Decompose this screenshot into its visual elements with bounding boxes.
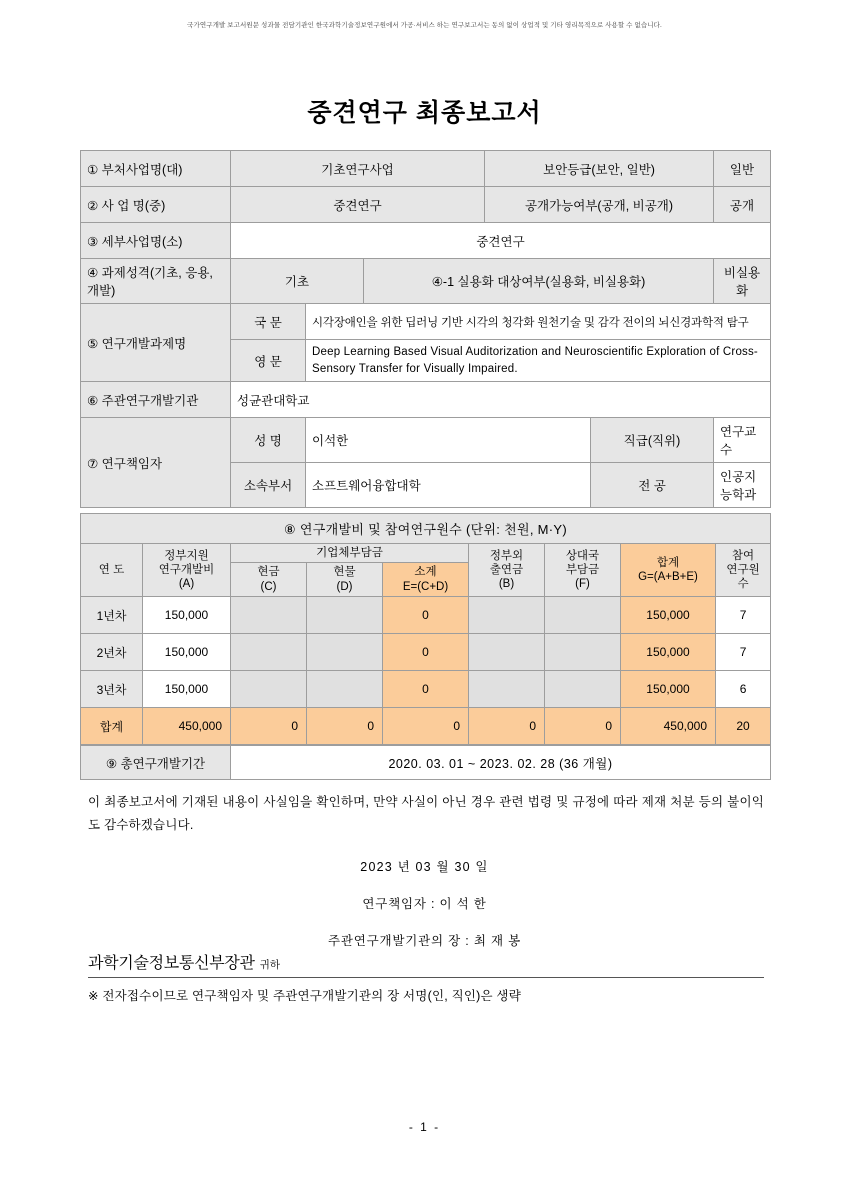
value-ministry-program: 기초연구사업 (231, 151, 485, 187)
value-project-nature: 기초 (231, 259, 364, 304)
cell-total-gov-support: 450,000 (143, 708, 231, 745)
table-row-research-period (81, 746, 771, 780)
header-nongov-line2: 출연금 (489, 563, 524, 576)
header-subtotal-line2: E=(C+D) (402, 580, 449, 593)
header-inkind-line1: 현물 (333, 566, 356, 579)
cell-year: 2년차 (81, 634, 143, 671)
table-row (81, 634, 771, 671)
cell-year: 1년차 (81, 597, 143, 634)
cell-year: 3년차 (81, 671, 143, 708)
label-principal-investigator: ⑦ 연구책임자 (81, 418, 231, 508)
header-inkind-line2: (D) (336, 580, 353, 593)
label-pi-department: 소속부서 (231, 463, 306, 508)
value-title-english: Deep Learning Based Visual Auditorization and Neuroscientific Exploration of Cross-Sensory Transfer for Visually Impaired. (306, 340, 771, 382)
table-row-total (81, 708, 771, 745)
minister-title: 과학기술정보통신부장관 (88, 955, 255, 972)
budget-table (80, 513, 771, 745)
signature-institution-head: 주관연구개발기관의 장 : 최 재 봉 (327, 934, 521, 948)
label-pi-name: 성 명 (231, 418, 306, 463)
cell-partner (545, 634, 621, 671)
header-grand-total (621, 544, 716, 597)
label-pi-major: 전 공 (591, 463, 714, 508)
cell-inkind (307, 634, 383, 671)
header-subtotal (383, 563, 469, 597)
cell-total-cash: 0 (231, 708, 307, 745)
research-period-table (80, 745, 771, 780)
header-partner-country (545, 544, 621, 597)
cell-researchers: 6 (716, 671, 771, 708)
cell-total-inkind: 0 (307, 708, 383, 745)
cell-cash (231, 634, 307, 671)
cell-inkind (307, 671, 383, 708)
budget-header-row-1 (81, 544, 771, 563)
header-nongov-funding (469, 544, 545, 597)
label-pi-position: 직급(직위) (591, 418, 714, 463)
value-security-grade: 일반 (714, 151, 771, 187)
page-number: - 1 - (408, 1120, 441, 1134)
cell-nongov (469, 597, 545, 634)
minister-honorific: 귀하 (259, 959, 281, 971)
header-cash-line2: (C) (260, 580, 277, 593)
cell-total-grand: 450,000 (621, 708, 716, 745)
header-year: 연 도 (81, 544, 143, 597)
signature-date: 2023 년 03 월 30 일 (360, 860, 489, 874)
header-cash (231, 563, 307, 597)
value-research-period: 2020. 03. 01 ~ 2023. 02. 28 (36 개월) (231, 746, 771, 780)
header-total-line2: G=(A+B+E) (638, 571, 698, 584)
label-research-period: ⑨ 총연구개발기간 (81, 746, 231, 780)
cell-researchers: 7 (716, 634, 771, 671)
cell-cash (231, 597, 307, 634)
label-ministry-program: ① 부처사업명(대) (81, 151, 231, 187)
value-title-korean: 시각장애인을 위한 딥러닝 기반 시각의 청각화 원천기술 및 감각 전이의 뇌신경과학적 탐구 (306, 304, 771, 340)
table-row-project-nature (81, 259, 771, 304)
table-row-title-korean (81, 304, 771, 340)
table-row-ministry-program (81, 151, 771, 187)
cell-gov-support: 150,000 (143, 634, 231, 671)
cell-total-label: 합계 (81, 708, 143, 745)
table-row (81, 597, 771, 634)
cell-total: 150,000 (621, 597, 716, 634)
cell-partner (545, 671, 621, 708)
table-row (81, 671, 771, 708)
cell-total: 150,000 (621, 671, 716, 708)
cell-total-partner: 0 (545, 708, 621, 745)
cell-partner (545, 597, 621, 634)
cell-subtotal: 0 (383, 634, 469, 671)
label-project-title: ⑤ 연구개발과제명 (81, 304, 231, 382)
value-pi-department: 소프트웨어융합대학 (306, 463, 591, 508)
project-info-table (80, 150, 771, 508)
declaration-text: 이 최종보고서에 기재된 내용이 사실임을 확인하며, 만약 사실이 아닌 경우 관련 법령 및 규정에 따라 제재 처분 등의 불이익도 감수하겠습니다. (88, 795, 764, 833)
value-pi-major: 인공지능학과 (714, 463, 771, 508)
minister-addressee (88, 950, 764, 978)
header-nongov-line1: 정부외 (489, 549, 524, 562)
label-commercialization: ④-1 실용화 대상여부(실용화, 비실용화) (364, 259, 714, 304)
header-researchers-line2: 연구원수 (726, 563, 760, 591)
value-program-name: 중견연구 (231, 187, 485, 223)
header-partner-line3: (F) (575, 578, 590, 591)
label-sub-program: ③ 세부사업명(소) (81, 223, 231, 259)
cell-researchers: 7 (716, 597, 771, 634)
value-sub-program: 중견연구 (231, 223, 771, 259)
header-company-contribution: 기업체부담금 (231, 544, 469, 563)
value-pi-name: 이석한 (306, 418, 591, 463)
cell-subtotal: 0 (383, 597, 469, 634)
header-researchers-line1: 참여 (731, 549, 755, 562)
page-title: 중견연구 최종보고서 (307, 99, 542, 127)
cell-nongov (469, 634, 545, 671)
table-row-program-name (81, 187, 771, 223)
cell-subtotal: 0 (383, 671, 469, 708)
header-partner-line1: 상대국 (565, 549, 600, 562)
budget-caption: ⑧ 연구개발비 및 참여연구원수 (단위: 천원, M·Y) (81, 514, 771, 544)
value-commercialization: 비실용화 (714, 259, 771, 304)
signature-principal-investigator: 연구책임자 : 이 석 한 (362, 897, 487, 911)
header-nongov-line3: (B) (498, 578, 515, 591)
header-gov-support-line1: 정부지원 (164, 549, 209, 562)
header-inkind (307, 563, 383, 597)
label-host-institution: ⑥ 주관연구개발기관 (81, 382, 231, 418)
label-public-disclosure: 공개가능여부(공개, 비공개) (485, 187, 714, 223)
value-host-institution: 성균관대학교 (231, 382, 771, 418)
cell-total: 150,000 (621, 634, 716, 671)
header-researcher-count (716, 544, 771, 597)
header-gov-support-line3: (A) (178, 578, 195, 591)
label-project-nature: ④ 과제성격(기초, 응용, 개발) (81, 259, 231, 304)
header-gov-support-line2: 연구개발비 (158, 563, 215, 576)
header-cash-line1: 현금 (257, 566, 280, 579)
header-total-line1: 합계 (656, 556, 680, 569)
cell-total-researchers: 20 (716, 708, 771, 745)
table-row-host-institution (81, 382, 771, 418)
table-row-pi-name (81, 418, 771, 463)
value-public-disclosure: 공개 (714, 187, 771, 223)
label-security-grade: 보안등급(보안, 일반) (485, 151, 714, 187)
header-subtotal-line1: 소계 (414, 566, 437, 579)
footnote-text: ※ 전자접수이므로 연구책임자 및 주관연구개발기관의 장 서명(인, 직인)은 생략 (88, 989, 521, 1003)
cell-total-subtotal: 0 (383, 708, 469, 745)
cell-inkind (307, 597, 383, 634)
cell-gov-support: 150,000 (143, 597, 231, 634)
legal-notice: 국가연구개발 보고서원문 성과물 전담기관인 한국과학기술정보연구원에서 가공·서비스 하는 연구보고서는 동의 없이 상업적 및 기타 영리목적으로 사용할 수 없습니다. (187, 22, 662, 29)
cell-nongov (469, 671, 545, 708)
cell-gov-support: 150,000 (143, 671, 231, 708)
cell-cash (231, 671, 307, 708)
label-title-english: 영 문 (231, 340, 306, 382)
label-program-name: ② 사 업 명(중) (81, 187, 231, 223)
header-gov-support (143, 544, 231, 597)
cell-total-nongov: 0 (469, 708, 545, 745)
table-row-sub-program (81, 223, 771, 259)
label-title-korean: 국 문 (231, 304, 306, 340)
header-partner-line2: 부담금 (565, 563, 600, 576)
budget-caption-row (81, 514, 771, 544)
value-pi-position: 연구교수 (714, 418, 771, 463)
